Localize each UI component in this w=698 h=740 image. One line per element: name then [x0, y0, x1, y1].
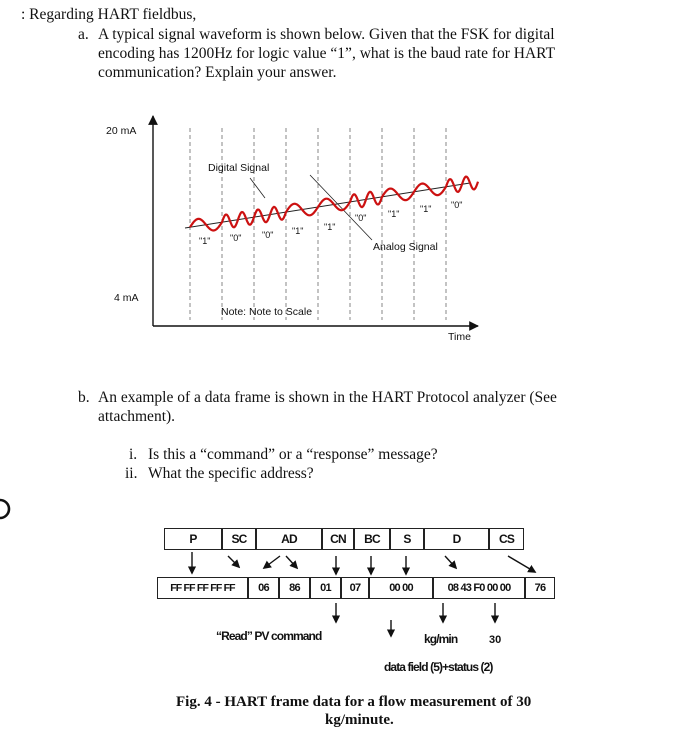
read-command-label: “Read” PV command: [216, 629, 322, 643]
arrow-sc-down: [228, 556, 239, 567]
question-a-line-1: A typical signal waveform is shown below. Given that the FSK for digital: [98, 26, 555, 43]
frame-header-cell: AD: [256, 528, 322, 550]
question-a-marker: a.: [78, 26, 89, 43]
question-a-line-3: communication? Explain your answer.: [98, 64, 337, 81]
arrow-ad-down-2: [286, 556, 297, 568]
unit-label: kg/min: [424, 632, 458, 646]
y-label-4ma: 4 mA: [114, 292, 139, 304]
question-a-line-2: encoding has 1200Hz for logic value “1”, what is the baud rate for HART: [98, 45, 556, 62]
frame-value-cell: 00 00: [369, 577, 433, 599]
frame-value-cell: 76: [525, 577, 555, 599]
data-field-label: data field (5)+status (2): [384, 660, 493, 674]
bit-label: "1": [292, 226, 304, 236]
arrow-cs-down: [508, 556, 535, 572]
arrow-d-down: [445, 556, 456, 568]
sub-question-2: What the specific address?: [148, 465, 314, 482]
frame-header-cell: SC: [222, 528, 256, 550]
frame-value-cell: 86: [279, 577, 310, 599]
bit-label: "0": [355, 213, 367, 223]
frame-value-cell: FF FF FF FF FF: [157, 577, 248, 599]
unit-value: 30: [489, 634, 502, 646]
note-label: Note: Note to Scale: [221, 306, 313, 318]
bit-label: "1": [324, 222, 336, 232]
bit-label: "1": [420, 204, 432, 214]
question-b-line-2: attachment).: [98, 408, 176, 425]
frame-header-cell: BC: [354, 528, 390, 550]
question-b-marker: b.: [78, 389, 90, 406]
sub-question-1: Is this a “command” or a “response” message?: [148, 446, 438, 463]
frame-header-cell: CS: [489, 528, 524, 550]
figure-caption-line-1: Fig. 4 - HART frame data for a flow measurement of 30: [176, 694, 532, 710]
sub-question-1-marker: i.: [129, 446, 138, 463]
figure-caption-line-2: kg/minute.: [325, 712, 394, 728]
digital-signal-label: Digital Signal: [208, 162, 270, 174]
frame-value-cell: 01: [310, 577, 341, 599]
bit-label: "0": [262, 230, 274, 240]
y-label-20ma: 20 mA: [106, 125, 137, 137]
bit-label: "0": [230, 233, 242, 243]
time-label: Time: [448, 331, 471, 343]
frame-header-cell: S: [390, 528, 424, 550]
frame-header-cell: D: [424, 528, 489, 550]
heading: : Regarding HART fieldbus,: [21, 6, 197, 23]
frame-header-cell: CN: [322, 528, 354, 550]
frame-value-cell: 07: [341, 577, 369, 599]
frame-header-cell: P: [164, 528, 222, 550]
analog-signal-label: Analog Signal: [373, 241, 438, 253]
bit-label: "0": [451, 200, 463, 210]
arrow-ad-down: [264, 556, 280, 568]
bit-label: "1": [388, 209, 400, 219]
bit-label: "1": [199, 236, 211, 246]
sub-question-2-marker: ii.: [125, 465, 138, 482]
frame-value-cell: 06: [248, 577, 279, 599]
frame-value-cell: 08 43 F0 00 00: [433, 577, 525, 599]
question-b-line-1: An example of a data frame is shown in the HART Protocol analyzer (See: [98, 389, 557, 406]
